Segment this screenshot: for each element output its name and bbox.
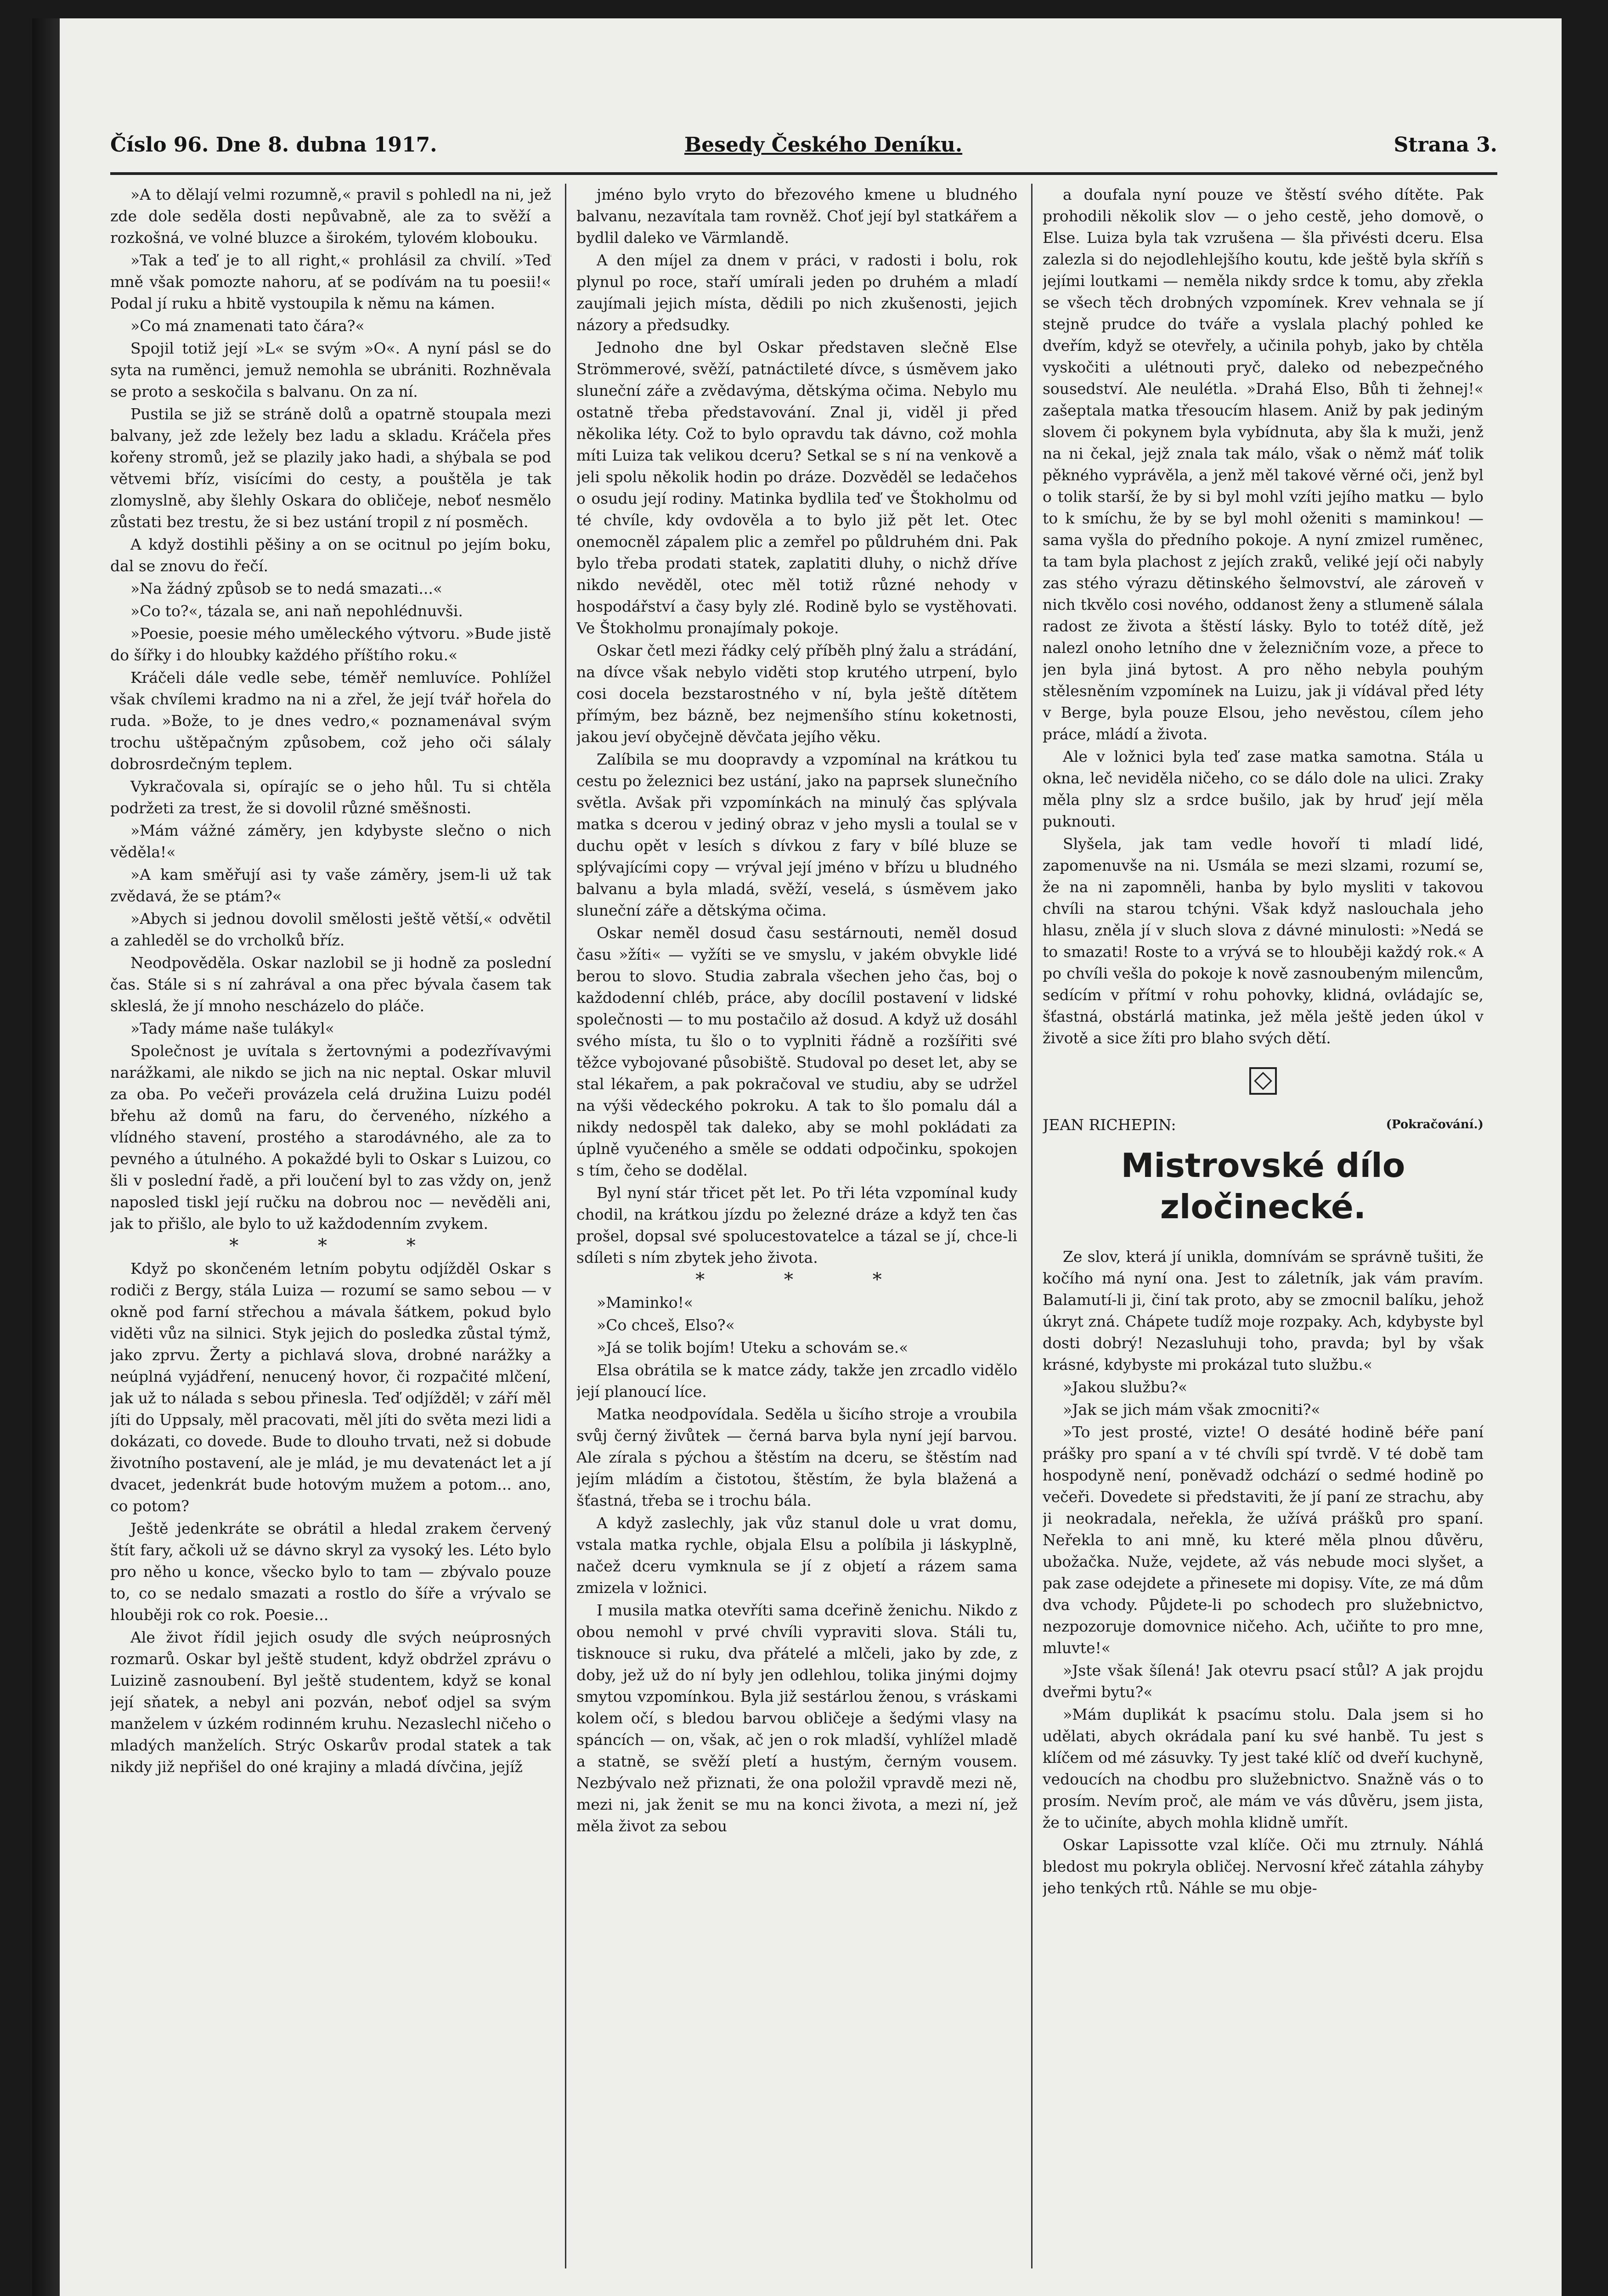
article-paragraph: »A to dělají velmi rozumně,« pravil s pohledl na ni, jež zde dole seděla dosti nepůvabně, ale za to svěží a rozkošná, ve volné bluzce a širokém, tylovém klobouku. (110, 186, 551, 247)
masthead (110, 133, 1497, 170)
article-paragraph: A když dostihli pěšiny a on se ocitnul po jejím boku, dal se znovu do řečí. (110, 535, 551, 575)
article-paragraph: »Poesie, poesie mého uměleckého výtvoru. »Bude jistě do šířky i do hloubky každého příštího roku.« (110, 625, 551, 664)
section-separator: * * * (695, 1269, 919, 1290)
column-divider (1031, 184, 1033, 2268)
newspaper-title: Besedy Českého Deníku. (684, 133, 963, 157)
article-paragraph: »Abych si jednou dovolil smělosti ještě větší,« odvětil a zahleděl se do vrcholků bříz. (110, 910, 551, 949)
article-paragraph: »Jakou službu?« (1063, 1378, 1188, 1396)
page-number: Strana 3. (1394, 133, 1497, 157)
article-paragraph: Ale život řídil jejich osudy dle svých neúprosných rozmarů. Oskar byl ještě student, když obdržel zprávu o Luizině zasnoubení. Byl ještě studentem, když se konal její sňatek, a nebyl ani pozván, neboť odjel sa svým manželem v úzkém rodinném kruhu. Nezaslechl ničeho o mladých manželích. Strýc Oskarův prodal statek a tak nikdy již nepřišel do oné krajiny a mladá dívčina, jejíž (110, 1628, 551, 1776)
article-paragraph: Slyšela, jak tam vedle hovoří ti mladí lidé, zapomenuvše na ni. Usmála se mezi slzami, rozumí se, že na ni zapomněli, hanba by bylo mysliti v takovou chvíli na starou tchýni. Však když naslouchala jeho hlasu, zněla jí v sluch slova z dávné minulosti: »Nedá se to smazati! Roste to a vrývá se to hlouběji každý rok.« A po chvíli vešla do pokoje k nově zasnoubeným milencům, sedícím v přítmí v rohu pohovky, klidná, ovládajíc se, šťastná, obstárlá matinka, jež měla ještě jeden úkol v životě a sice žíti pro blaho svých dětí. (1043, 835, 1484, 1047)
article-paragraph: »Co to?«, tázala se, ani naň nepohlédnuvši. (130, 602, 463, 620)
article-paragraph: a doufala nyní pouze ve štěstí svého dítěte. Pak prohodili několik slov — o jeho cestě, jeho domově, o Else. Luiza byla tak vzrušena — šla přivésti dceru. Elsa zalezla si do nejodlehlejšího koutu, kde ještě byla skříň s jejími loutkami — neměla nikdy srdce k tomu, aby zřekla se všech těch drobných vzpomínek. Krev vehnala se jí stejně prudce do tváře a vyslala plachý pohled ke dveřím, když se otevřely, a učinila pohyb, jako by chtěla vyskočiti a ulétnouti pryč, daleko od nebezpečného sousedství. Ale neulétla. »Drahá Elso, Bůh ti žehnej!« zašeptala matka třesoucím hlasem. Aniž by pak jediným slovem či pokynem byla vybídnuta, aby šla k muži, jenž na ni čekal, jejž znala tak málo, však o němž máť tolik pěkného vyprávěla, a jenž měl takové věrné oči, jenž byl o tolik starší, že by si byl mohl vzíti jejího matku — bylo to k smíchu, že by se byl mohl oženiti s maminkou! — sama vyšla do předního pokoje. A nyní zmizel ruměnec, ta tam byla plachost z jejích zraků, veliké její oči nabyly zas stého výrazu dětinského šelmovství, ale zároveň v nich tkvělo cosi nového, oddanost ženy a stlumeně sálala radost ze života a štěstí lásky. Bylo to totéž dítě, jež nalezl onoho letního dne v železničním voze, a přece to jen byla jiná bytost. A pro něho nebyla pouhým stělesněním vzpomínek na Luizu, jak ji vídával před léty v Berge, byla pouze Elsou, jeho nevěstou, cílem jeho práce, mládí a života. (1043, 186, 1484, 743)
article-paragraph: A když zaslechly, jak vůz stanul dole u vrat domu, vstala matka rychle, objala Elsu a políbila ji láskyplně, načež dceru vymknula se jí z objetí a rázem sama zmizela v ložnici. (576, 1514, 1017, 1597)
column-1 (110, 184, 551, 2268)
section-ornament (1043, 1067, 1484, 1100)
article-paragraph: »Jste však šílená! Jak otevru psací stůl? A jak projdu dveřmi bytu?« (1043, 1661, 1484, 1701)
continued-note: (Pokračování.) (1386, 1118, 1484, 1131)
article-paragraph: »Co chceš, Elso?« (597, 1316, 735, 1334)
article-paragraph: »Mám vážné záměry, jen kdybyste slečno o nich věděla!« (110, 822, 551, 861)
article-paragraph: »Tady máme naše tulákyl« (130, 1019, 334, 1037)
article-paragraph: Oskar neměl dosud času sestárnouti, neměl dosud času »žíti« — vyžíti se ve smyslu, v jakém obvykle lidé berou to slovo. Studia zabrala všechen jeho čas, boj o každodenní chléb, práce, aby docílil postavení v lidské společnosti — to mu postačilo až dosud. A když už dosáhl svého místa, tu šlo o to vyplniti řádně a rozšířiti své těžce vybojované působiště. Studoval po deset let, aby se stal lékařem, a pak pokračoval ve studiu, aby se udržel na výši vědeckého pokroku. A tak to šlo pomalu dál a nikdy nedospěl tak daleko, aby se mohl pokládati za úplně vyučeného a směle se oddati odpočinku, spokojen s tím, čeho se dodělal. (576, 924, 1017, 1179)
article-paragraph: »Tak a teď je to all right,« prohlásil za chvilí. »Teď mně však pomozte nahoru, ať se podívám na tu poesii!« Podal jí ruku a hbitě vystoupila k němu na kámen. (110, 251, 551, 312)
diamond-ornament-icon (1249, 1067, 1277, 1095)
article-paragraph: Kráčeli dále vedle sebe, téměř nemluvíce. Pohlížel však chvílemi kradmo na ni a zřel, že její tvář hořela do ruda. »Bože, to je dnes vedro,« poznamenával svým trochu uštěpačným způsobem, což jeho oči sálaly dobrosrdečným teplem. (110, 669, 551, 773)
article-paragraph: Oskar Lapissotte vzal klíče. Oči mu ztrnuly. Náhlá bledost mu pokryla obličej. Nervosní křeč zátahla záhyby jeho tenkých rtů. Náhle se mu obje- (1043, 1836, 1484, 1897)
issue-date: Číslo 96. Dne 8. dubna 1917. (110, 133, 437, 157)
article-paragraph: Společnost je uvítala s žertovnými a podezřívavými narážkami, ale nikdo se jich na nic neptal. Oskar mluvil za oba. Po večeři provázela celá družina Luizu podél břehu až domů na faru, do červeného, nízkého a vlídného stavení, prostého a starodávného, ale za to pevného a útulného. A pokaždé byli to Oskar s Luizou, co šli v poslední řadě, a při loučení byl to zas vždy on, jenž naposled tiskl její ručku na dobrou noc — nevěděli ani, jak to přišlo, ale bylo to už každodenním zvykem. (110, 1042, 551, 1232)
article-paragraph: »Na žádný způsob se to nedá smazati...« (130, 580, 443, 597)
section-separator: * * * (229, 1235, 452, 1256)
article-paragraph: Ještě jedenkráte se obrátil a hledal zrakem červený štít fary, ačkoli už se dávno skryl za vysoký les. Léto bylo pro něho u konce, všecko bylo to tam — zbývalo pouze to, co se nedalo smazati a rostlo do šíře a vrývalo se hlouběji rok co rok. Poesie... (110, 1519, 551, 1624)
article-paragraph: Oskar četl mezi řádky celý příběh plný žalu a strádání, na dívce však nebylo viděti stop krutého utrpení, bylo cosi docela bezstarostného v ní, byla ještě dítětem přímým, bez bázně, bez nejmenšího stínu koketnosti, jakou jeví obyčejně děvčata jejího věku. (576, 642, 1017, 746)
article-paragraph: »To jest prosté, vizte! O desáté hodině béře paní prášky pro spaní a v té chvíli spí tvrdě. V té době tam hospodyně není, poněvadž odchází o sedmé hodině po večeři. Dovedete si představiti, že jí paní ze strachu, aby ji neokradala, neřekla, že užívá prášků pro spaní. Neřekla to ani mně, ku které měla plnou důvěru, ubožačka. Nuže, vejdete, až vás nebude moci slyšet, a pak zase odejdete a přinesete mi dopisy. Víte, ze má dům dva vchody. Půjdete-li po schodech pro služebnictvo, nezpozoruje domovnice ničeho. Ach, učiňte to pro mne, mluvte!« (1043, 1423, 1484, 1657)
article-paragraph: Ze slov, která jí unikla, domnívám se správně tušiti, že kočího má nyní ona. Jest to záletník, jak vám pravím. Balamutí-li ji, činí tak proto, aby se zmocnil balíku, jehož úkryt zná. Chápete tudíž moje rozpaky. Ach, kdybyste byl dosti dobrý! Nezasluhuji toho, pravda; byl by však krásné, kdybyste mi prokázal tuto službu.« (1043, 1248, 1484, 1373)
scan-edge-shadow (32, 18, 60, 2296)
article-paragraph: Matka neodpovídala. Seděla u šicího stroje a vroubila svůj černý živůtek — černá barva byla nyní její barvou. Ale zírala s pýchou a štěstím na dceru, se štěstím nad jejím mládím a čistotou, štěstím, že byla blažená a šťastná, třeba se i trochu bála. (576, 1405, 1017, 1509)
article-paragraph: jméno bylo vryto do březového kmene u bludného balvanu, nezavítala tam rovněž. Choť její byl statkářem a bydlil daleko ve Värmlandě. (576, 186, 1017, 247)
author-name: JEAN RICHEPIN: (1043, 1116, 1176, 1134)
article-paragraph: Jednoho dne byl Oskar představen slečně Else Strömmerové, svěží, patnáctileté dívce, s úsměvem jako sluneční záře a zvědavýma, dětskýma očima. Nebylo mu ostatně třeba představování. Znal ji, viděl ji před několika léty. Což to bylo opravdu tak dávno, což mohla míti Luiza tak velikou dceru? Setkal se s ní na venkově a jeli spolu několik hodin po dráze. Dozvěděl se ledačehos o osudu její rodiny. Matinka bydlila teď ve Štokholmu od té chvíle, kdy ovdověla a to bylo již pět let. Otec onemocněl zápalem plic a zemřel po půldruhém dni. Pak bylo třeba prodati statek, zaplatiti dluhy, o nichž dříve nikdo nevěděl, otec měl totiž různé nehody v hospodářství a časy byly zlé. Rodině bylo se vystěhovati. Ve Štokholmu pronajímaly pokoje. (576, 338, 1017, 637)
article-paragraph: »Co má znamenati tato čára?« (130, 317, 365, 335)
column-2 (576, 184, 1017, 2268)
masthead-rule (110, 172, 1497, 175)
article-paragraph: »A kam směřují asi ty vaše záměry, jsem-li už tak zvědavá, že se ptám?« (110, 866, 551, 905)
article-paragraph: A den míjel za dnem v práci, v radosti i bolu, rok plynul po roce, staří umírali jeden po druhém a mladí zaujímali jejich místa, dědili po nich zkušenosti, jejich názory a předsudky. (576, 251, 1017, 334)
article-paragraph: Neodpověděla. Oskar nazlobil se ji hodně za poslední čas. Stále si s ní zahrával a ona přec bývala časem tak skleslá, že jí mnoho nescházelo do pláče. (110, 954, 551, 1015)
article-paragraph: »Mám duplikát k psacímu stolu. Dala jsem si ho udělati, abych okrádala paní ku své hanbě. Tu jest s klíčem od mé zásuvky. Ty jest také klíč od dveří kuchyně, vedoucích na chodbu pro služebnictvo. Snažně vás o to prosím. Nevím proč, ale mám ve vás důvěru, jsem jista, že to učiníte, abych mohla klidně umřít. (1043, 1705, 1484, 1831)
article-paragraph: Pustila se již se stráně dolů a opatrně stoupala mezi balvany, jež zde ležely bez ladu a skladu. Kráčela přes kořeny stromů, jež se plazily jako hadi, a shýbala se pod větvemi bříz, visícími do cesty, a pouštěla je tak zlomyslně, aby šlehly Oskara do obličeje, neboť nesmělo zůstati bez trestu, že si bez ustání tropil z ní posměch. (110, 405, 551, 531)
article-paragraph: Vykračovala si, opírajíc se o jeho hůl. Tu si chtěla podržeti za trest, že si dovolil různé směšnosti. (110, 777, 551, 817)
article-paragraph: Spojil totiž její »L« se svým »O«. A nyní pásl se do syta na ruměnci, jemuž nemohla se ubrániti. Rozhněvala se proto a seskočila s balvanu. On za ní. (110, 339, 551, 400)
article-paragraph: Elsa obrátila se k matce zády, takže jen zrcadlo vidělo její planoucí líce. (576, 1361, 1017, 1401)
newspaper-page (32, 18, 1562, 2296)
article-paragraph: I musila matka otevříti sama dceřině ženichu. Nikdo z obou nemohl v prvé chvíli vypraviti slova. Stáli tu, tisknouce si ruku, dva přátelé a mlčeli, jako by zde, z doby, jež už do ní byly jen odlehlou, tolika jinými dojmy smytou vzpomínkou. Byla již sestárlou ženou, s vráskami kolem očí, s bledou barvou obličeje a šedými vlasy na spáncích — on, však, ač jen o rok mladší, vyhlížel mladě a statně, se svěží pletí a hustým, černým vousem. Nezbývalo než přiznati, že ona položil vpravdě mezi ně, mezi ni, jak ženit se mu na konci života, a mezi ní, jež měla život za sebou (576, 1601, 1017, 1835)
article-paragraph: Zalíbila se mu doopravdy a vzpomínal na krátkou tu cestu po železnici bez ustání, jako na paprsek slunečního světla. Avšak při vzpomínkách na minulý čas splývala matka s dcerou v jediný obraz v jeho mysli a toulal se v duchu opět v lesích s dívkou z fary v bílé bluze se splývajícími copy — vrýval její jméno v břízu u bludného balvanu a byla mladá, svěží, veselá, s úsměvem jako sluneční záře a dětskýma očima. (576, 750, 1017, 919)
article-paragraph: Ale v ložnici byla teď zase matka samotna. Stála u okna, leč neviděla ničeho, co se dálo dole na ulici. Zraky měla plny slz a srdce bušilo, jak by hruď její měla puknouti. (1043, 748, 1484, 830)
article-paragraph: Když po skončeném letním pobytu odjížděl Oskar s rodiči z Bergy, stála Luiza — rozumí se samo sebou — v okně pod farní střechou a mávala šátkem, pokud bylo viděti vůz na silnici. Styk jejich do posledka zůstal týmž, jako zprvu. Žerty a pichlavá slova, drobné narážky a neúplná vyjádření, nenucený hovor, či rozpačité mlčení, jak už to nálada s sebou přinesla. Teď odjížděl; v září měl jíti do Uppsaly, měl pracovati, měl jíti do světa mezi lidi a dokázati, co dovede. Bude to dlouho trvati, než si dobude životního postavení, ale je mlád, je mu devatenáct let a jí dvacet, jedenkrát bude hotovým mužem a potom... ano, co potom? (110, 1260, 551, 1515)
article-paragraph: »Jak se jich mám však zmocniti?« (1063, 1401, 1320, 1418)
story-byline (1043, 1114, 1484, 1136)
article-paragraph: »Maminko!« (597, 1294, 694, 1311)
column-3 (1043, 184, 1484, 2268)
article-paragraph: Byl nyní stár třicet pět let. Po tři léta vzpomínal kudy chodil, na krátkou jízdu po železné dráze a když ten čas prošel, dopsal své spolucestovatelce a tázal se jí, chce-li sdíleti s ním zbytek jeho života. (576, 1184, 1017, 1266)
column-divider (565, 184, 566, 2268)
article-paragraph: »Já se tolik bojím! Uteku a schovám se.« (597, 1339, 908, 1356)
story-title: Mistrovské dílo zločinecké. (1121, 1146, 1405, 1226)
